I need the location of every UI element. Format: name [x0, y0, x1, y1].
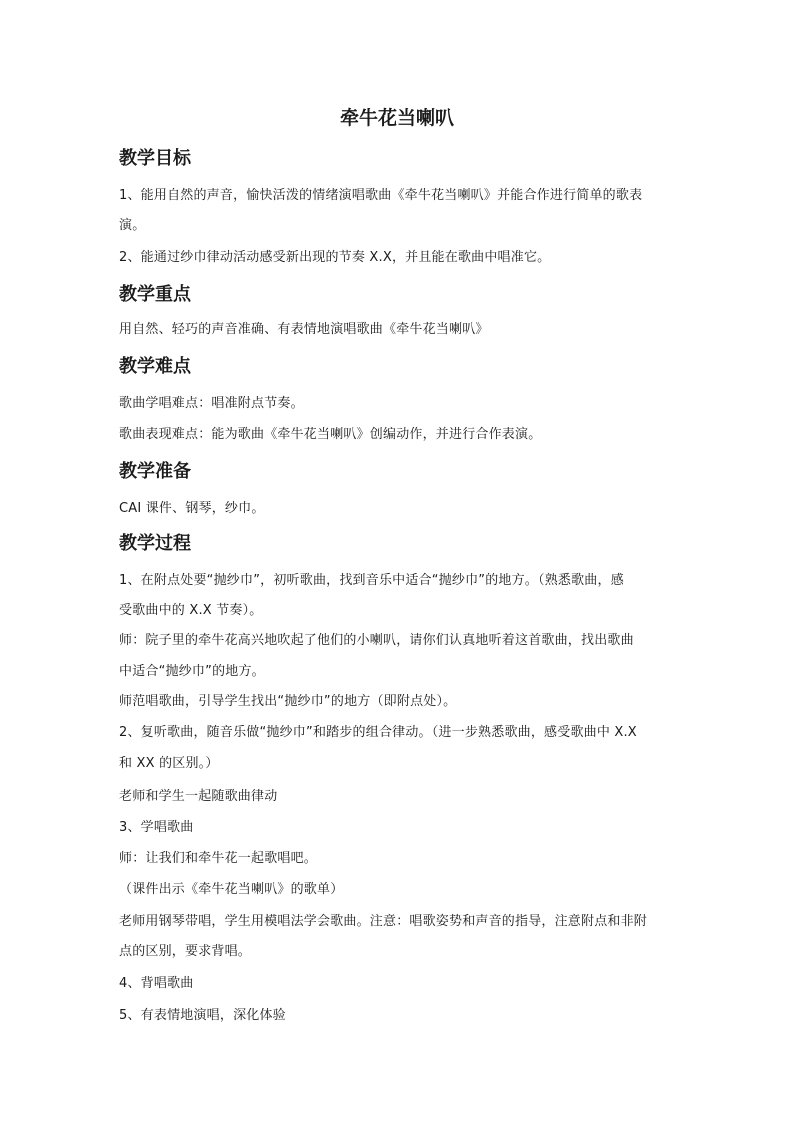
section-heading-objectives: 教学目标 [119, 148, 191, 169]
process-line-15: 5、有表情地演唱，深化体验 [119, 1008, 286, 1023]
process-line-2: 受歌曲中的 X.X 节奏）。 [119, 603, 263, 618]
section-heading-preparation: 教学准备 [119, 461, 191, 482]
process-line-9: 3、学唱歌曲 [119, 820, 194, 835]
process-line-11: （课件出示《牵牛花当喇叭》的歌单） [119, 882, 344, 897]
process-line-1: 1、在附点处要“抛纱巾”，初听歌曲，找到音乐中适合“抛纱巾”的地方。（熟悉歌曲，感 [119, 573, 624, 588]
section-heading-process: 教学过程 [119, 533, 191, 554]
process-line-8: 老师和学生一起随歌曲律动 [119, 789, 278, 804]
process-line-13: 点的区别，要求背唱。 [119, 944, 252, 959]
key-points-line-1: 用自然、轻巧的声音准确、有表情地演唱歌曲《牵牛花当喇叭》 [119, 322, 489, 337]
section-heading-difficulties: 教学难点 [119, 356, 191, 377]
process-line-10: 师：让我们和牵牛花一起歌唱吧。 [119, 851, 318, 866]
section-heading-key-points: 教学重点 [119, 284, 191, 305]
process-line-3: 师：院子里的牵牛花高兴地吹起了他们的小喇叭，请你们认真地听着这首歌曲，找出歌曲 [119, 633, 634, 648]
objectives-line-2: 演。 [119, 218, 146, 233]
process-line-5: 师范唱歌曲，引导学生找出“抛纱巾”的地方（即附点处）。 [119, 694, 457, 709]
process-line-4: 中适合“抛纱巾”的地方。 [119, 664, 265, 679]
process-line-7: 和 XX 的区别。） [119, 756, 219, 771]
process-line-14: 4、背唱歌曲 [119, 976, 194, 991]
difficulties-line-2: 歌曲表现难点：能为歌曲《牵牛花当喇叭》创编动作，并进行合作表演。 [119, 427, 542, 442]
process-line-12: 老师用钢琴带唱，学生用模唱法学会歌曲。注意：唱歌姿势和声音的指导，注意附点和非附 [119, 914, 648, 929]
objectives-line-3: 2、能通过纱巾律动活动感受新出现的节奏 X.X，并且能在歌曲中唱准它。 [119, 250, 551, 265]
objectives-line-1: 1、能用自然的声音，愉快活泼的情绪演唱歌曲《牵牛花当喇叭》并能合作进行简单的歌表 [119, 188, 643, 203]
difficulties-line-1: 歌曲学唱难点：唱准附点节奏。 [119, 396, 304, 411]
document-title: 牵牛花当喇叭 [339, 107, 454, 129]
preparation-line-1: CAI 课件、钢琴，纱巾。 [119, 501, 265, 516]
process-line-6: 2、复听歌曲，随音乐做“抛纱巾”和踏步的组合律动。（进一步熟悉歌曲，感受歌曲中 X.X [119, 725, 637, 740]
